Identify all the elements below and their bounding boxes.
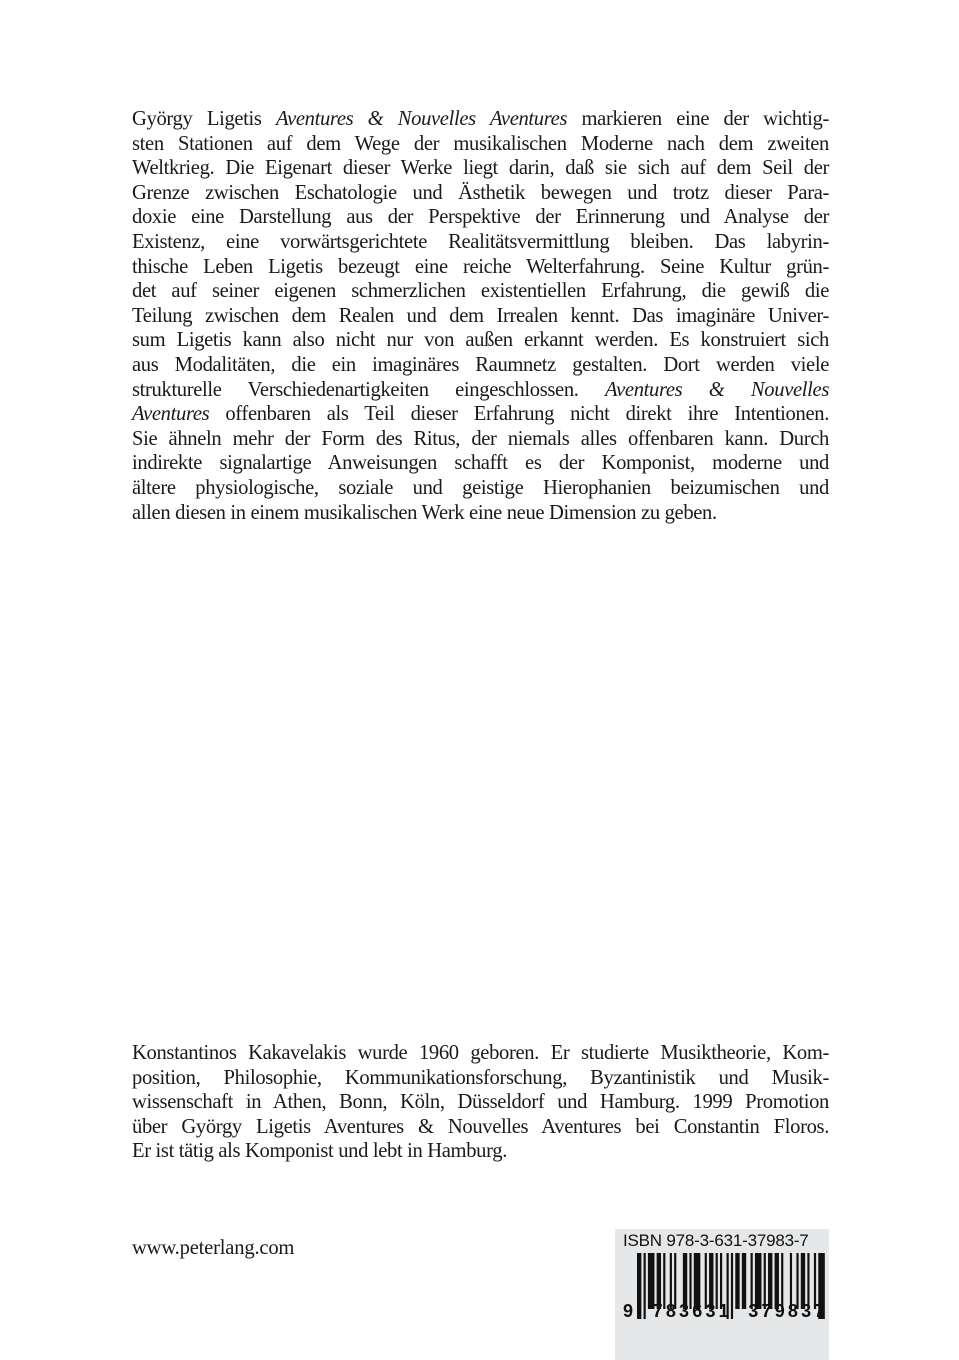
italic-title: Aventures & Nouvelles Aventures (275, 108, 568, 130)
text-run: wissenschaft in Athen, Bonn, Köln, Düsseldorf und Hamburg. 1999 Promotion (132, 1091, 829, 1114)
isbn-barcode-box (615, 1229, 829, 1360)
text-run: offenbaren als Teil dieser Erfahrung nicht direkt ihre Intentionen. (209, 403, 829, 426)
text-run: markieren eine der wichtig- (567, 108, 829, 130)
text-line (132, 279, 829, 304)
text-line (132, 205, 829, 230)
text-run: allen diesen in einem musikalischen Werk eine neue Dimension zu geben. (132, 501, 717, 524)
text-line (132, 427, 829, 452)
text-line (132, 132, 829, 157)
text-run: György Ligetis (132, 108, 276, 130)
text-run: doxie eine Darstellung aus der Perspektive der Erinnerung und Analyse der (132, 206, 829, 229)
text-line (132, 476, 829, 501)
text-run: Weltkrieg. Die Eigenart dieser Werke liegt darin, daß sie sich auf dem Seil der (132, 157, 829, 180)
barcode-digits: 9 783631 379837 (623, 1301, 828, 1321)
text-run: über György Ligetis Aventures & Nouvelles Aventures bei Constantin Floros. (132, 1115, 829, 1138)
text-run: position, Philosophie, Kommunikationsforschung, Byzantinistik und Musik- (132, 1066, 829, 1089)
author-bio-paragraph (132, 1041, 829, 1164)
text-line (132, 501, 829, 526)
text-line (132, 1066, 829, 1091)
text-run: Grenze zwischen Eschatologie und Ästhetik bewegen und trotz dieser Para- (132, 181, 829, 204)
italic-title: Aventures & Nouvelles (605, 378, 829, 401)
text-line (132, 1041, 829, 1066)
isbn-label: ISBN 978-3-631-37983-7 (623, 1231, 809, 1250)
text-line (132, 107, 829, 132)
italic-title: Aventures (132, 403, 210, 426)
text-line (132, 353, 829, 378)
text-line (132, 1139, 829, 1164)
text-line (132, 255, 829, 280)
text-run: ältere physiologische, soziale und geistige Hierophanien beizumischen und (132, 476, 829, 499)
text-run: aus Modalitäten, die ein imaginäres Raumnetz gestalten. Dort werden viele (132, 353, 829, 376)
text-line (132, 402, 829, 427)
text-line (132, 328, 829, 353)
text-run: sten Stationen auf dem Wege der musikalischen Moderne nach dem zweiten (132, 132, 829, 155)
text-run: thische Leben Ligetis bezeugt eine reiche Welterfahrung. Seine Kultur grün- (132, 255, 829, 278)
text-run: Konstantinos Kakavelakis wurde 1960 geboren. Er studierte Musiktheorie, Kom- (132, 1042, 829, 1064)
text-line (132, 451, 829, 476)
text-line (132, 1090, 829, 1115)
text-line (132, 156, 829, 181)
text-run: indirekte signalartige Anweisungen schafft es der Komponist, moderne und (132, 452, 829, 475)
text-line (132, 1115, 829, 1140)
text-run: det auf seiner eigenen schmerzlichen existentiellen Erfahrung, die gewiß die (132, 280, 829, 303)
text-line (132, 181, 829, 206)
text-line (132, 304, 829, 329)
text-run: strukturelle Verschiedenartigkeiten eingeschlossen. (132, 378, 606, 401)
text-run: Teilung zwischen dem Realen und dem Irrealen kennt. Das imaginäre Univer- (132, 304, 829, 327)
blurb-paragraph (132, 107, 829, 525)
text-run: Er ist tätig als Komponist und lebt in Hamburg. (132, 1140, 507, 1163)
text-run: sum Ligetis kann also nicht nur von außen erkannt werden. Es konstruiert sich (132, 329, 829, 352)
publisher-url[interactable]: www.peterlang.com (132, 1237, 295, 1259)
text-line (132, 378, 829, 403)
text-run: Existenz, eine vorwärtsgerichtete Realitätsvermittlung bleiben. Das labyrin- (132, 230, 829, 253)
text-run: Sie ähneln mehr der Form des Ritus, der niemals alles offenbaren kann. Durch (132, 427, 829, 450)
text-line (132, 230, 829, 255)
